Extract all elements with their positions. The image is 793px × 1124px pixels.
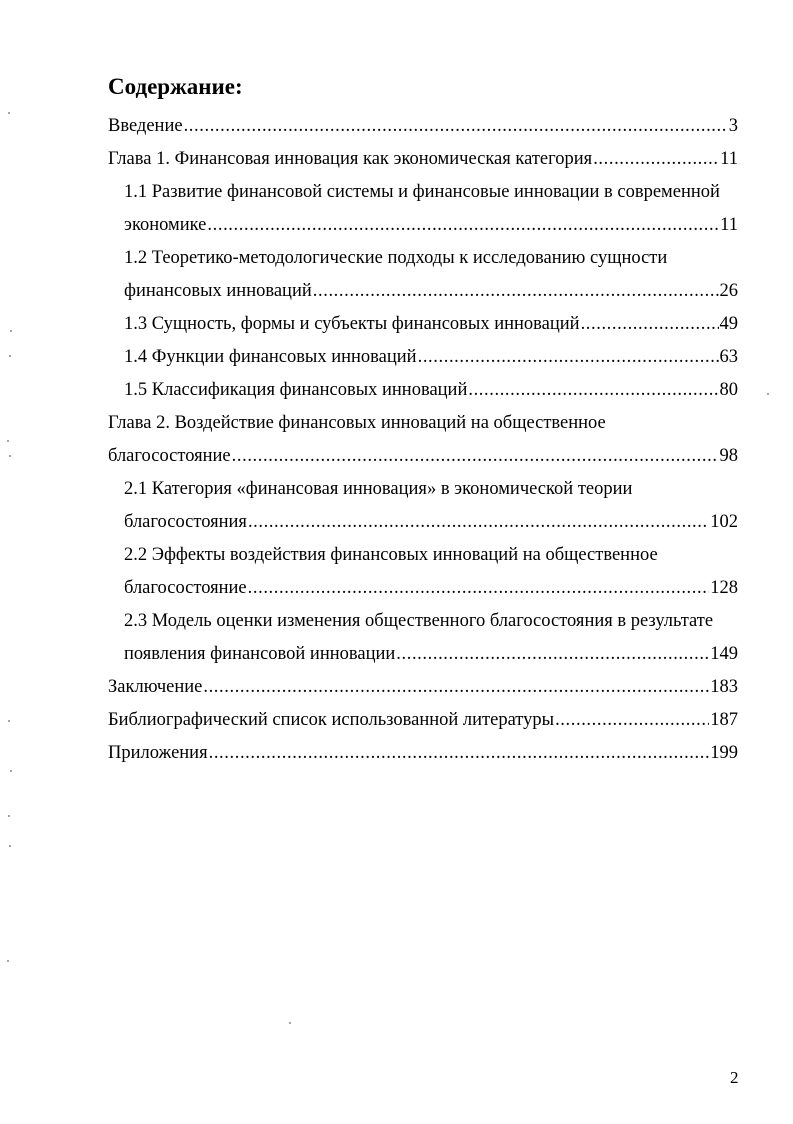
scan-speck bbox=[8, 112, 10, 114]
toc-entry-text-continued: экономике bbox=[124, 215, 207, 235]
toc-leader-dots bbox=[184, 110, 728, 143]
toc-entry-page: 63 bbox=[719, 347, 738, 367]
toc-entry-text-continued: благосостояние bbox=[124, 578, 247, 598]
toc-entry-2-3[interactable] bbox=[124, 605, 738, 638]
toc-entry-chapter-2-continued[interactable] bbox=[108, 440, 738, 473]
toc-entry-appendices[interactable] bbox=[108, 737, 738, 770]
toc-entry-text: Введение bbox=[108, 116, 183, 136]
toc-entry-2-2[interactable] bbox=[124, 539, 738, 572]
scan-speck bbox=[7, 960, 9, 962]
toc-entry-2-1[interactable] bbox=[124, 473, 738, 506]
toc-entry-1-4[interactable] bbox=[124, 341, 738, 374]
toc-leader-dots bbox=[581, 308, 719, 341]
scan-speck bbox=[9, 355, 11, 357]
toc-entry-text: 2.3 Модель оценки изменения общественного благосостояния в результате bbox=[124, 611, 714, 631]
toc-leader-dots bbox=[418, 341, 719, 374]
scan-speck bbox=[9, 455, 11, 457]
scan-speck bbox=[8, 815, 10, 817]
toc-entry-page: 49 bbox=[719, 314, 738, 334]
toc-entry-1-1[interactable] bbox=[124, 176, 738, 209]
toc-entry-text: Глава 1. Финансовая инновация как экономическая категория bbox=[108, 149, 593, 169]
toc-entry-text: 1.5 Классификация финансовых инноваций bbox=[124, 380, 468, 400]
toc-entry-text: Заключение bbox=[108, 677, 203, 697]
toc-leader-dots bbox=[203, 671, 709, 704]
toc-entry-page: 183 bbox=[710, 677, 738, 697]
toc-entry-1-1-continued[interactable] bbox=[124, 209, 738, 242]
toc-entry-1-2-continued[interactable] bbox=[124, 275, 738, 308]
toc-entry-page: 26 bbox=[719, 281, 738, 301]
toc-entry-bibliography[interactable] bbox=[108, 704, 738, 737]
toc-entry-2-3-continued[interactable] bbox=[124, 638, 738, 671]
toc-entry-text: 2.2 Эффекты воздействия финансовых инноваций на общественное bbox=[124, 545, 658, 565]
toc-entry-text: 1.1 Развитие финансовой системы и финансовые инновации в современной bbox=[124, 182, 720, 202]
toc-leader-dots bbox=[313, 275, 719, 308]
toc-entry-text: 2.1 Категория «финансовая инновация» в экономической теории bbox=[124, 479, 633, 499]
toc-entry-conclusion[interactable] bbox=[108, 671, 738, 704]
toc-entry-page: 128 bbox=[710, 578, 738, 598]
toc-entry-text: 1.3 Сущность, формы и субъекты финансовых инноваций bbox=[124, 314, 580, 334]
toc-entry-chapter-1[interactable] bbox=[108, 143, 738, 176]
toc-entry-text: Библиографический список использованной литературы bbox=[108, 710, 555, 730]
toc-entry-introduction[interactable] bbox=[108, 110, 738, 143]
toc-entry-page: 11 bbox=[720, 149, 738, 169]
toc-entry-page: 11 bbox=[720, 215, 738, 235]
toc-entry-page: 102 bbox=[710, 512, 738, 532]
toc-entry-page: 187 bbox=[710, 710, 738, 730]
toc-entry-text: 1.4 Функции финансовых инноваций bbox=[124, 347, 417, 367]
toc-entry-page: 98 bbox=[719, 446, 738, 466]
scan-speck bbox=[767, 393, 769, 395]
toc-entry-text: Глава 2. Воздействие финансовых инноваций на общественное bbox=[108, 413, 606, 433]
toc-entry-text-continued: финансовых инноваций bbox=[124, 281, 312, 301]
toc-entry-page: 3 bbox=[728, 116, 738, 136]
toc-leader-dots bbox=[209, 737, 710, 770]
toc-leader-dots bbox=[248, 572, 710, 605]
scan-speck bbox=[9, 845, 11, 847]
toc-entry-page: 199 bbox=[710, 743, 738, 763]
scan-speck bbox=[8, 720, 10, 722]
toc-entry-page: 80 bbox=[719, 380, 738, 400]
toc-entry-text: 1.2 Теоретико-методологические подходы к исследованию сущности bbox=[124, 248, 668, 268]
toc-entry-2-1-continued[interactable] bbox=[124, 506, 738, 539]
toc-title: Содержание: bbox=[108, 74, 243, 99]
toc-entry-chapter-2[interactable] bbox=[108, 407, 738, 440]
toc-leader-dots bbox=[232, 440, 719, 473]
toc-leader-dots bbox=[396, 638, 709, 671]
toc-leader-dots bbox=[468, 374, 718, 407]
toc-entry-text-continued: благосостояние bbox=[108, 446, 231, 466]
toc-entry-1-3[interactable] bbox=[124, 308, 738, 341]
toc-entry-text-continued: появления финансовой инновации bbox=[124, 644, 396, 664]
toc-entry-1-5[interactable] bbox=[124, 374, 738, 407]
scan-speck bbox=[7, 440, 9, 442]
toc-entry-text: Приложения bbox=[108, 743, 208, 763]
scan-speck bbox=[289, 1022, 291, 1024]
toc-leader-dots bbox=[555, 704, 709, 737]
toc-entry-2-2-continued[interactable] bbox=[124, 572, 738, 605]
toc-leader-dots bbox=[207, 209, 719, 242]
scan-speck bbox=[10, 770, 12, 772]
toc-leader-dots bbox=[593, 143, 719, 176]
toc-leader-dots bbox=[248, 506, 709, 539]
page-number: 2 bbox=[730, 1068, 739, 1087]
toc-entry-text-continued: благосостояния bbox=[124, 512, 247, 532]
toc-entry-page: 149 bbox=[710, 644, 738, 664]
toc-entry-1-2[interactable] bbox=[124, 242, 738, 275]
scan-speck bbox=[10, 330, 12, 332]
